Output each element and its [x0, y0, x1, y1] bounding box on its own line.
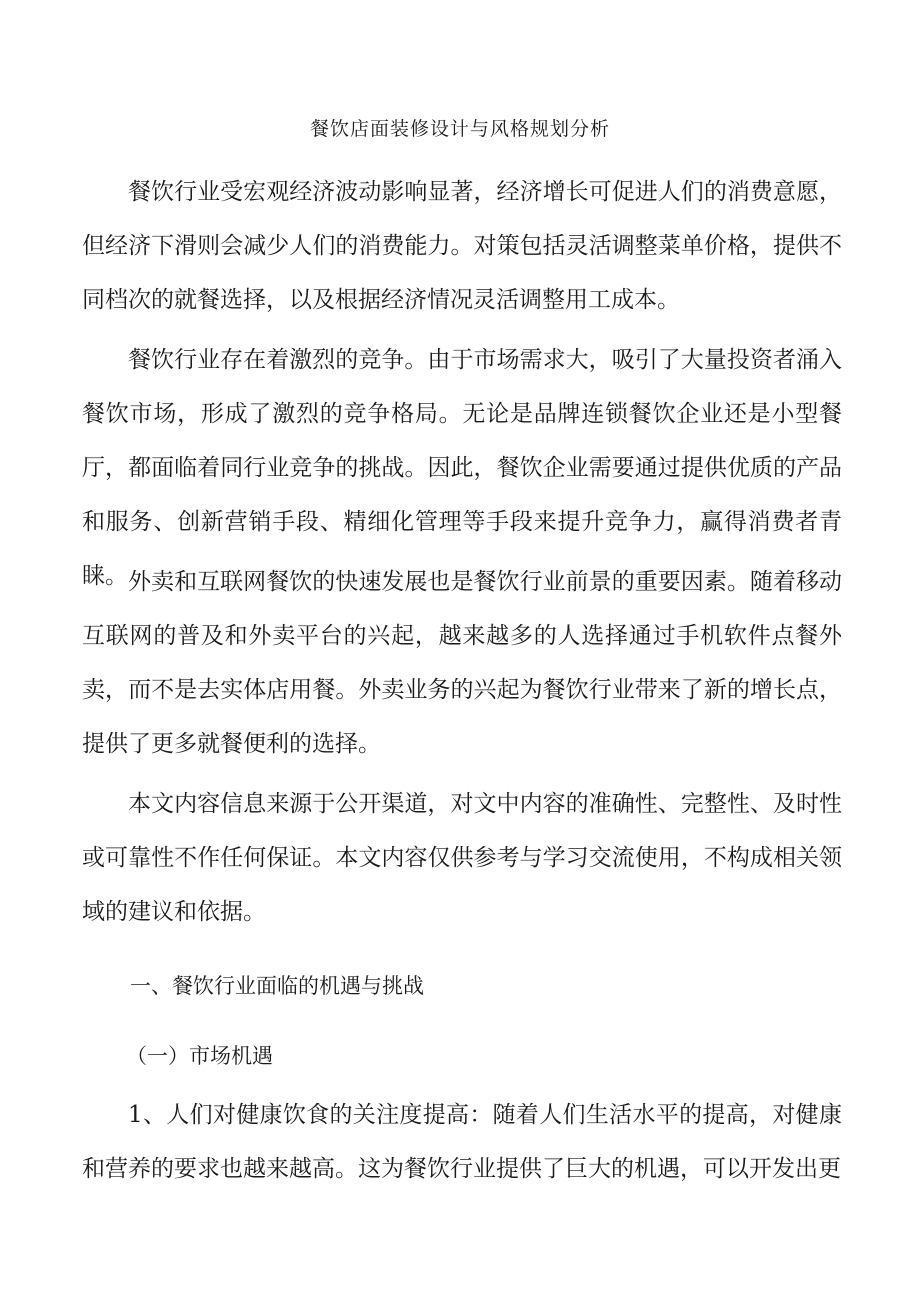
subsection-heading: （一）市场机遇 [126, 1044, 273, 1068]
paragraph-takeout: 外卖和互联网餐饮的快速发展也是餐饮行业前景的重要因素。随着移动互联网的普及和外卖平台的兴起，越来越多的人选择通过手机软件点餐外卖，而不是去实体店用餐。外卖业务的兴起为餐饮行业带来了新的增长点，提供了更多就餐便利的选择。 [82, 569, 842, 757]
item-paragraph-health: 1、人们对健康饮食的关注度提高：随着人们生活水平的提高，对健康和营养的要求也越来越高。这为餐饮行业提供了巨大的机遇，可以开发出更 [82, 1102, 842, 1182]
document-title: 餐饮店面装修设计与风格规划分析 [309, 118, 610, 140]
paragraph-disclaimer: 本文内容信息来源于公开渠道，对文中内容的准确性、完整性、及时性或可靠性不作任何保证。本文内容仅供参考与学习交流使用，不构成相关领域的建议和依据。 [82, 791, 842, 925]
paragraph-competition: 餐饮行业存在着激烈的竞争。由于市场需求大，吸引了大量投资者涌入餐饮市场，形成了激烈的竞争格局。无论是品牌连锁餐饮企业还是小型餐厅，都面临着同行业竞争的挑战。因此，餐饮企业需要通过提供优质的产品和服务、创新营销手段、精细化管理等手段来提升竞争力，赢得消费者青睐。 [82, 347, 842, 589]
section-heading: 一、餐饮行业面临的机遇与挑战 [130, 974, 424, 998]
paragraph-economy: 餐饮行业受宏观经济波动影响显著，经济增长可促进人们的消费意愿，但经济下滑则会减少人们的消费能力。对策包括灵活调整菜单价格，提供不同档次的就餐选择，以及根据经济情况灵活调整用工成本。 [82, 179, 842, 313]
